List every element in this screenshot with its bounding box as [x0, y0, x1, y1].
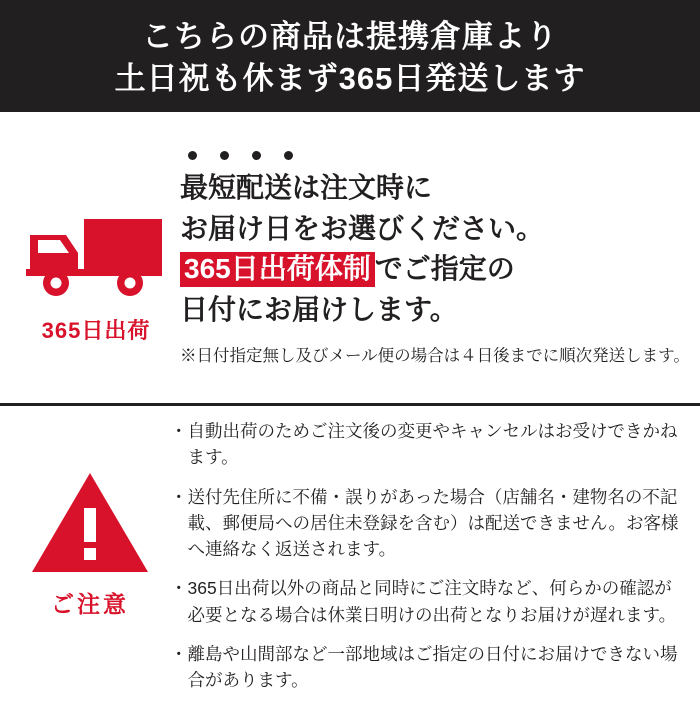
caution-mark-block [10, 416, 170, 693]
shipping-highlight: 365日出荷体制 [180, 252, 375, 287]
bullet-marker: ・ [170, 643, 188, 664]
bullet-marker: ・ [170, 486, 188, 507]
bullet-marker: ・ [170, 578, 188, 599]
list-item [170, 575, 686, 628]
list-item-text: 自動出荷のためご注文後の変更やキャンセルはお受けできかねます。 [187, 421, 678, 468]
bullet-marker: ・ [170, 421, 188, 441]
shipping-text-block [180, 122, 694, 397]
shipping-note: ※日付指定無し及びメール便の場合は４日後までに順次発送します。 [180, 346, 690, 365]
list-item [170, 418, 686, 471]
dot-2 [220, 151, 229, 160]
caution-label: ご注意 [51, 591, 129, 618]
dot-4 [284, 151, 293, 160]
shipping-line-1: 最短配送は注文時に [180, 172, 433, 204]
shipping-section [0, 112, 700, 406]
truck-label: 365日出荷 [41, 317, 151, 343]
shipping-line-2: お届け日をお選びください。 [180, 212, 545, 244]
shipping-line-4: 日付にお届けします。 [180, 294, 458, 326]
list-item-text: 送付先住所に不備・誤りがあった場合（店舗名・建物名の不記載、郵便局への居住未登録を含む）は配送できません。お客様へ連絡なく返送されます。 [187, 486, 679, 559]
dot-1 [188, 151, 197, 160]
header-line-2: 土日祝も休まず365日発送します [114, 61, 586, 96]
caution-bullet-list [170, 416, 686, 693]
list-item [170, 641, 686, 694]
dot-3 [252, 151, 261, 160]
banner-header [0, 0, 700, 112]
list-item [170, 484, 686, 563]
caution-section [0, 406, 700, 701]
truck-block [12, 122, 180, 397]
delivery-truck-icon [26, 209, 166, 306]
warning-triangle-icon [29, 470, 151, 576]
list-item-text: 離島や山間部など一部地域はご指定の日付にお届けできない場合があります。 [187, 643, 678, 690]
shipping-line-3-rest: でご指定の [374, 253, 515, 285]
header-line-1: こちらの商品は提携倉庫より [142, 19, 558, 55]
shipping-line-3 [180, 249, 690, 290]
decorative-dots [180, 151, 690, 160]
list-item-text: 365日出荷以外の商品と同時にご注文時など、何らかの確認が必要となる場合は休業日明けの出荷となりお届けが遅れます。 [187, 578, 677, 625]
